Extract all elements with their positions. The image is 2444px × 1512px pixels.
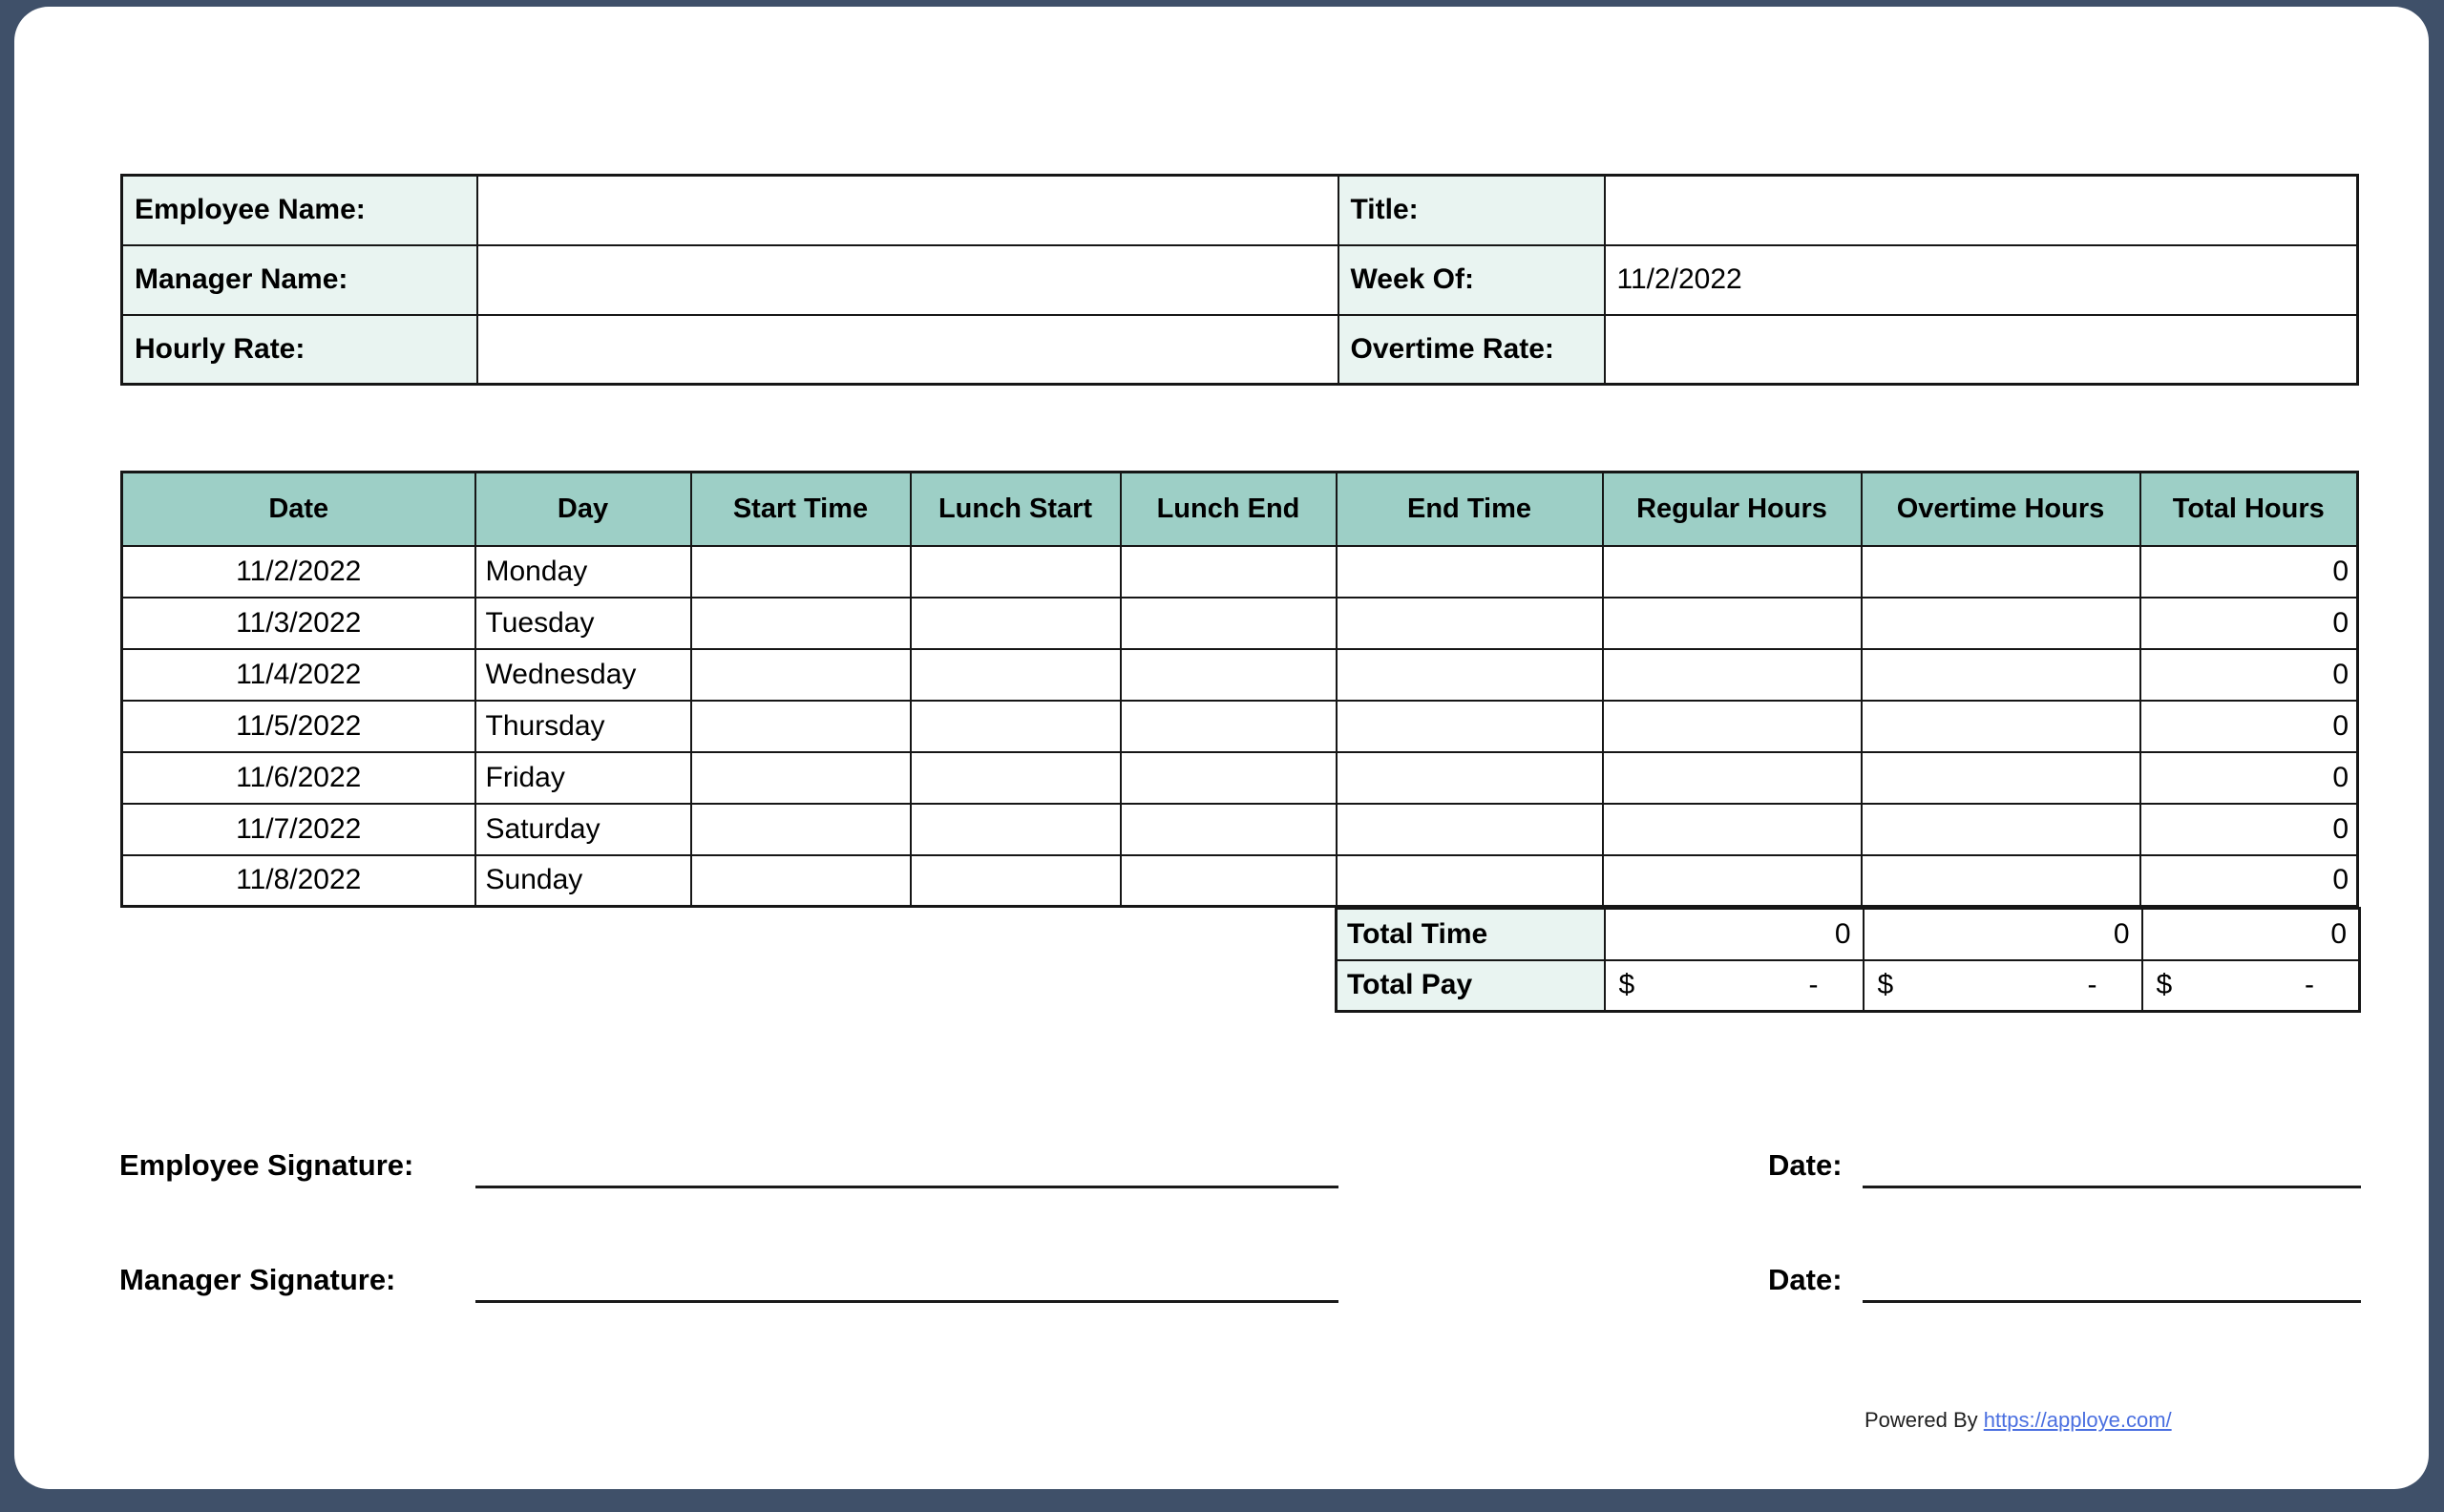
date-cell: 11/8/2022: [122, 855, 475, 907]
col-header-overtime-hours: Overtime Hours: [1862, 472, 2140, 546]
info-row: [122, 176, 2358, 245]
col-header-total-hours: Total Hours: [2140, 472, 2358, 546]
total-pay-regular: [1605, 960, 1864, 1012]
info-row: [122, 315, 2358, 385]
week-of-value[interactable]: 11/2/2022: [1605, 245, 2358, 315]
lunch-start-cell[interactable]: [911, 752, 1121, 804]
total-pay-total: [2142, 960, 2360, 1012]
date-cell: 11/3/2022: [122, 598, 475, 649]
total-time-total: 0: [2142, 909, 2360, 960]
overtime-hours-cell[interactable]: [1862, 649, 2140, 701]
col-header-start-time: Start Time: [691, 472, 911, 546]
col-header-lunch-end: Lunch End: [1121, 472, 1337, 546]
lunch-start-cell[interactable]: [911, 804, 1121, 855]
regular-hours-cell[interactable]: [1603, 752, 1862, 804]
lunch-start-cell[interactable]: [911, 598, 1121, 649]
title-value[interactable]: [1605, 176, 2358, 245]
regular-hours-cell[interactable]: [1603, 855, 1862, 907]
total-hours-cell: 0: [2140, 855, 2358, 907]
start-time-cell[interactable]: [691, 701, 911, 752]
hourly-rate-label: Hourly Rate:: [122, 315, 477, 385]
employee-signature-line[interactable]: [475, 1146, 1338, 1188]
manager-date-line[interactable]: [1863, 1261, 2361, 1303]
lunch-end-cell[interactable]: [1121, 855, 1337, 907]
employee-name-label: Employee Name:: [122, 176, 477, 245]
totals-table: [1335, 907, 2361, 1013]
end-time-cell[interactable]: [1337, 598, 1603, 649]
start-time-cell[interactable]: [691, 546, 911, 598]
overtime-hours-cell[interactable]: [1862, 546, 2140, 598]
total-time-overtime: 0: [1864, 909, 2142, 960]
col-header-lunch-start: Lunch Start: [911, 472, 1121, 546]
end-time-cell[interactable]: [1337, 546, 1603, 598]
powered-by-text: Powered By: [1865, 1408, 1978, 1432]
date-cell: 11/6/2022: [122, 752, 475, 804]
total-time-label: Total Time: [1337, 909, 1605, 960]
start-time-cell[interactable]: [691, 855, 911, 907]
pay-amount: -: [1808, 969, 1819, 1001]
start-time-cell[interactable]: [691, 752, 911, 804]
day-cell: Thursday: [475, 701, 691, 752]
info-row: [122, 245, 2358, 315]
manager-name-label: Manager Name:: [122, 245, 477, 315]
total-time-regular: 0: [1605, 909, 1864, 960]
lunch-start-cell[interactable]: [911, 546, 1121, 598]
table-row: [122, 598, 2358, 649]
timesheet-card: [14, 7, 2429, 1489]
day-cell: Sunday: [475, 855, 691, 907]
timesheet-table: [120, 471, 2359, 908]
lunch-start-cell[interactable]: [911, 649, 1121, 701]
info-table: [120, 174, 2359, 386]
regular-hours-cell[interactable]: [1603, 701, 1862, 752]
currency-symbol: $: [1618, 969, 1635, 1001]
start-time-cell[interactable]: [691, 804, 911, 855]
start-time-cell[interactable]: [691, 598, 911, 649]
header-row: [122, 472, 2358, 546]
day-cell: Wednesday: [475, 649, 691, 701]
day-cell: Friday: [475, 752, 691, 804]
manager-signature-label: Manager Signature:: [119, 1263, 396, 1296]
table-row: [122, 701, 2358, 752]
total-hours-cell: 0: [2140, 752, 2358, 804]
total-pay-overtime: [1864, 960, 2142, 1012]
table-row: [122, 855, 2358, 907]
total-time-row: [1337, 909, 2360, 960]
total-hours-cell: 0: [2140, 701, 2358, 752]
start-time-cell[interactable]: [691, 649, 911, 701]
col-header-date: Date: [122, 472, 475, 546]
pay-amount: -: [2087, 969, 2097, 1001]
lunch-start-cell[interactable]: [911, 855, 1121, 907]
total-hours-cell: 0: [2140, 546, 2358, 598]
total-pay-label: Total Pay: [1337, 960, 1605, 1012]
table-row: [122, 804, 2358, 855]
total-hours-cell: 0: [2140, 804, 2358, 855]
employee-name-value[interactable]: [477, 176, 1338, 245]
end-time-cell[interactable]: [1337, 649, 1603, 701]
overtime-hours-cell[interactable]: [1862, 752, 2140, 804]
date-cell: 11/7/2022: [122, 804, 475, 855]
currency-symbol: $: [1877, 969, 1894, 1001]
regular-hours-cell[interactable]: [1603, 598, 1862, 649]
overtime-hours-cell[interactable]: [1862, 855, 2140, 907]
col-header-regular-hours: Regular Hours: [1603, 472, 1862, 546]
end-time-cell[interactable]: [1337, 752, 1603, 804]
currency-symbol: $: [2156, 969, 2173, 1001]
col-header-day: Day: [475, 472, 691, 546]
lunch-end-cell[interactable]: [1121, 546, 1337, 598]
lunch-end-cell[interactable]: [1121, 598, 1337, 649]
regular-hours-cell[interactable]: [1603, 546, 1862, 598]
total-pay-row: [1337, 960, 2360, 1012]
employee-date-label: Date:: [1768, 1148, 1843, 1182]
day-cell: Saturday: [475, 804, 691, 855]
table-row: [122, 752, 2358, 804]
manager-date-label: Date:: [1768, 1263, 1843, 1296]
manager-signature-line[interactable]: [475, 1261, 1338, 1303]
day-cell: Monday: [475, 546, 691, 598]
regular-hours-cell[interactable]: [1603, 649, 1862, 701]
footer: [1865, 1406, 2172, 1435]
lunch-start-cell[interactable]: [911, 701, 1121, 752]
end-time-cell[interactable]: [1337, 804, 1603, 855]
lunch-end-cell[interactable]: [1121, 701, 1337, 752]
date-cell: 11/5/2022: [122, 701, 475, 752]
employee-signature-label: Employee Signature:: [119, 1148, 414, 1182]
day-cell: Tuesday: [475, 598, 691, 649]
overtime-rate-value[interactable]: [1605, 315, 2358, 385]
total-hours-cell: 0: [2140, 598, 2358, 649]
date-cell: 11/2/2022: [122, 546, 475, 598]
overtime-hours-cell[interactable]: [1862, 701, 2140, 752]
overtime-rate-label: Overtime Rate:: [1338, 315, 1605, 385]
lunch-end-cell[interactable]: [1121, 804, 1337, 855]
employee-date-line[interactable]: [1863, 1146, 2361, 1188]
lunch-end-cell[interactable]: [1121, 649, 1337, 701]
hourly-rate-value[interactable]: [477, 315, 1338, 385]
overtime-hours-cell[interactable]: [1862, 804, 2140, 855]
table-row: [122, 649, 2358, 701]
end-time-cell[interactable]: [1337, 701, 1603, 752]
pay-amount: -: [2305, 969, 2314, 1001]
date-cell: 11/4/2022: [122, 649, 475, 701]
manager-name-value[interactable]: [477, 245, 1338, 315]
table-row: [122, 546, 2358, 598]
title-label: Title:: [1338, 176, 1605, 245]
week-of-label: Week Of:: [1338, 245, 1605, 315]
col-header-end-time: End Time: [1337, 472, 1603, 546]
apploye-link[interactable]: https://apploye.com/: [1983, 1408, 2172, 1432]
end-time-cell[interactable]: [1337, 855, 1603, 907]
lunch-end-cell[interactable]: [1121, 752, 1337, 804]
total-hours-cell: 0: [2140, 649, 2358, 701]
regular-hours-cell[interactable]: [1603, 804, 1862, 855]
overtime-hours-cell[interactable]: [1862, 598, 2140, 649]
